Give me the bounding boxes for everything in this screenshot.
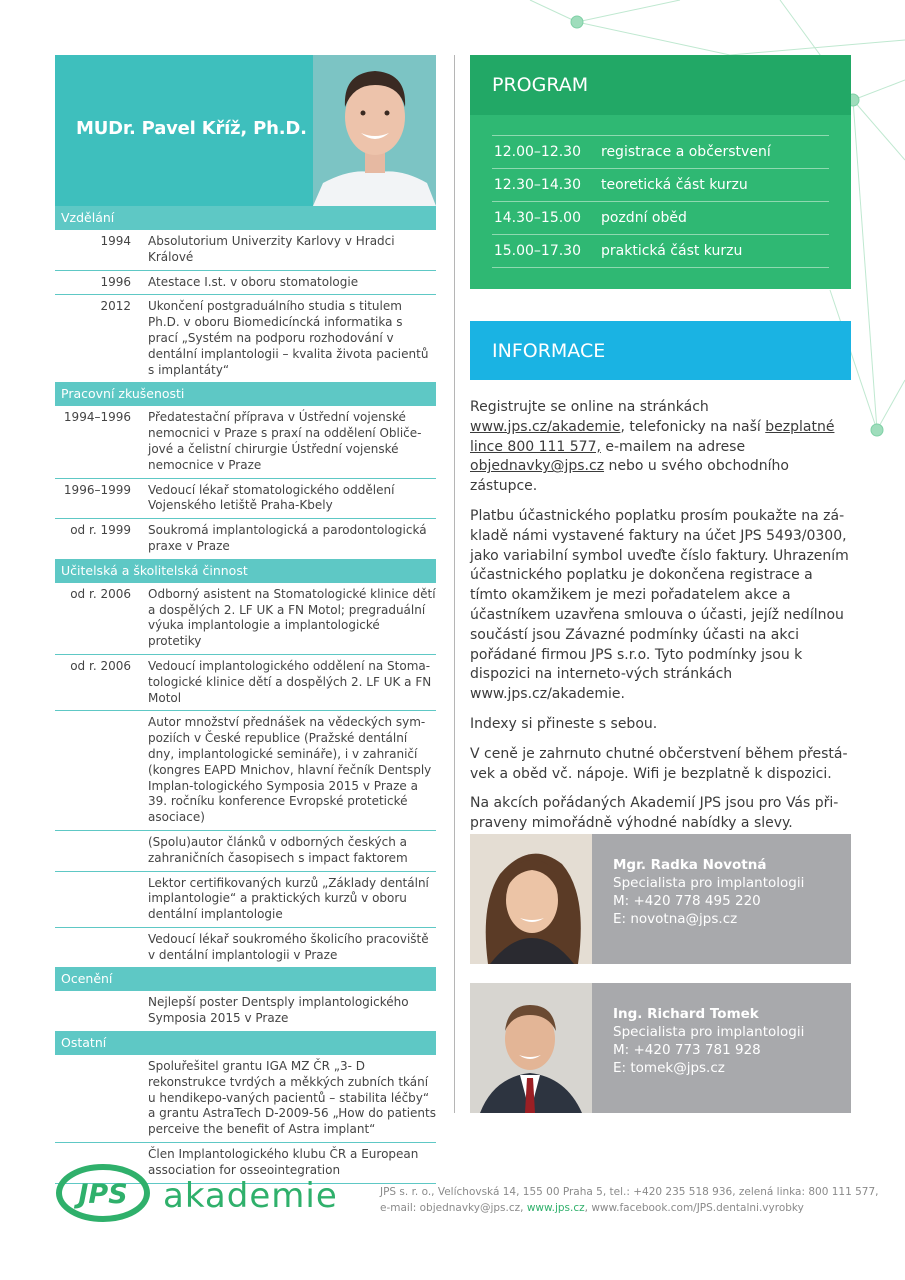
program-desc: teoretická část kurzu	[601, 177, 748, 193]
section-awards-title: Ocenění	[55, 967, 436, 991]
logo-mark-text: JPS	[78, 1179, 128, 1210]
contact-details	[613, 856, 804, 928]
cv-header	[55, 55, 436, 206]
section-experience-title: Pracovní zkušenosti	[55, 382, 436, 406]
entry-text: Člen Implantologického klubu ČR a European association for osseointegration	[148, 1147, 419, 1177]
column-divider	[454, 55, 455, 1113]
contact-card	[470, 983, 851, 1113]
entry-year: od r. 1999	[70, 523, 131, 538]
cv-entry	[55, 479, 436, 520]
program-desc: registrace a občerstvení	[601, 144, 771, 160]
jps-logo[interactable]	[55, 1163, 155, 1223]
cv-entry	[55, 1055, 436, 1143]
footer-facebook-link[interactable]: , www.facebook.com/JPS.dentalni.vyrobky	[584, 1201, 804, 1214]
entry-year	[55, 1059, 131, 1138]
entry-year: 1994	[100, 234, 131, 248]
contact-details	[613, 1005, 804, 1077]
cv-entry	[55, 655, 436, 711]
contact-photo	[470, 834, 592, 964]
footer-email[interactable]: e-mail: objednavky@jps.cz,	[380, 1201, 527, 1214]
program-desc: praktická část kurzu	[601, 243, 743, 259]
program-time: 12.30–14.30	[493, 177, 581, 193]
entry-text: Lektor certifikovaných kurzů „Základy dentální implantologie“ a praktických kurzů v oboru dentální implantologie	[148, 875, 429, 922]
program-row	[492, 234, 829, 268]
info-title-bar	[470, 321, 851, 380]
info-paragraph	[470, 398, 854, 497]
entry-text: Atestace I.st. v oboru stomatologie	[148, 274, 359, 289]
program-row	[492, 201, 829, 234]
logo-wordmark: akademie	[163, 1176, 338, 1216]
info-text-part: , telefonicky na naší	[620, 418, 766, 435]
info-text-part: e-mailem na adrese	[600, 438, 746, 455]
program-title: PROGRAM	[470, 55, 851, 115]
phone-link[interactable]: bezplatné lince 800 111 577,	[470, 418, 835, 455]
program-desc: pozdní oběd	[601, 210, 687, 226]
program-schedule	[470, 115, 851, 289]
entry-year	[55, 715, 131, 826]
footer-website-link[interactable]: www.jps.cz	[526, 1201, 585, 1214]
entry-year: od r. 2006	[70, 658, 131, 673]
entry-year: 1996	[100, 274, 131, 289]
cv-entry	[55, 230, 436, 271]
entry-text: Vedoucí lékař stomatologického oddělení Vojenského letiště Praha-Kbely	[148, 482, 395, 513]
contact-name: Ing. Richard Tomek	[613, 1006, 759, 1022]
info-paragraph: Platbu účastnického poplatku prosím poukažte na zá-kladě námi vystavené faktury na účet JPS 5493/0300, jako variabilní symbol uveďte číslo faktury. Uhrazením účastnického poplatku je dokončena registrace a tímto okamžikem je mezi pořadatelem akce a účastníkem uzavřena smlouva o účasti, jejíž nedílnou součástí jsou Závazné podmínky účasti na akci pořádané firmou JPS s.r.o. Tyto podmínky jsou k dispozici na interneto-vých stránkách www.jps.cz/akademie.	[470, 507, 849, 703]
entry-text: Vedoucí lékař soukromého školicího pracoviště v dentální implantologii v Praze	[148, 931, 429, 962]
footer-contact	[380, 1185, 878, 1216]
cv-entry	[55, 831, 436, 872]
entry-year	[55, 995, 131, 1027]
footer-line	[380, 1201, 878, 1217]
section-teaching-title: Učitelská a školitelská činnost	[55, 559, 436, 583]
entry-text: Odborný asistent na Stomatologické klinice dětí a dospělých 2. LF UK a FN Motol; pregraduální výuka implantologie a implantologické protetiky	[148, 586, 436, 649]
contact-card	[470, 834, 851, 964]
info-title: INFORMACE	[492, 340, 606, 362]
contact-photo	[470, 983, 592, 1113]
entry-text: Ukončení postgraduálního studia s titulem Ph.D. v oboru Biomedicíncká informatika s prací „Systém na podporu rozhodování v dentální implantologii – kvalita života pacientů s implantáty“	[148, 299, 429, 377]
contact-email[interactable]: E: tomek@jps.cz	[613, 1060, 725, 1076]
cv-entry	[55, 295, 436, 382]
entry-text: Nejlepší poster Dentsply implantologického Symposia 2015 v Praze	[148, 995, 409, 1026]
email-link[interactable]: objednavky@jps.cz	[470, 458, 605, 475]
entry-year: 2012	[100, 299, 131, 314]
program-box	[470, 55, 851, 289]
entry-year	[55, 835, 131, 867]
program-time: 14.30–15.00	[493, 210, 581, 226]
cv-entry	[55, 991, 436, 1031]
info-paragraph: Na akcích pořádaných Akademií JPS jsou pro Vás při-praveny mimořádně výhodné nabídky a slevy.	[470, 795, 839, 832]
contact-email[interactable]: E: novotna@jps.cz	[613, 911, 738, 927]
info-text-part: nebo u svého obchodního zástupce.	[470, 458, 789, 495]
entry-text: Autor množství přednášek na vědeckých sym-poziích v České republice (Pražské dentální dny, implantologické semináře), i v zahraničí (kongres EAPD Mnichov, hlavní řečník Dentsply Implan-tologického Symposia 2015 v Praze a 39. ročníku konference Evropské protetické asociace)	[148, 715, 432, 825]
cv-entry	[55, 406, 436, 478]
cv-entry	[55, 271, 436, 296]
entry-year	[55, 932, 131, 964]
footer-line: JPS s. r. o., Velíchovská 14, 155 00 Praha 5, tel.: +420 235 518 936, zelená linka: 800 111 577,	[380, 1186, 879, 1198]
entry-text: Předatestační příprava v Ústřední vojenské nemocnici v Praze s praxí na oddělení Obliče-jové a čelistní chirurgie Ústřední vojenské nemocnice v Praze	[148, 410, 422, 472]
entry-year: 1994–1996	[63, 410, 131, 425]
entry-year: 1996–1999	[63, 482, 131, 497]
entry-year	[55, 876, 131, 923]
section-other-title: Ostatní	[55, 1031, 436, 1055]
cv-entry	[55, 583, 436, 655]
doctor-name: MUDr. Pavel Kříž, Ph.D.	[76, 118, 307, 139]
cv-entry	[55, 711, 436, 831]
program-time: 15.00–17.30	[493, 243, 581, 259]
entry-text: Soukromá implantologická a parodontologická praxe v Praze	[148, 523, 427, 553]
cv-entry	[55, 928, 436, 968]
entry-text: Spoluřešitel grantu IGA MZ ČR „3- D rekonstrukce tvrdých a měkkých zubních tkání u hendikepo-vaných pacientů – stabilita léčby“ a grantu AstraTech D-2009-56 „How do patients perceive the benefit of Astra implant“	[148, 1059, 436, 1137]
info-paragraph: Indexy si přineste s sebou.	[470, 715, 658, 732]
doctor-photo	[313, 55, 436, 206]
program-row	[492, 135, 829, 168]
program-time: 12.00–12.30	[493, 144, 581, 160]
cv-entry	[55, 872, 436, 928]
info-paragraph: V ceně je zahrnuto chutné občerstvení během přestá-vek a oběd vč. nápoje. Wifi je bezplatně k dispozici.	[470, 745, 848, 782]
cv-entry	[55, 519, 436, 559]
info-text	[470, 398, 854, 844]
contact-role: Specialista pro implantologii	[613, 1024, 805, 1040]
program-row	[492, 168, 829, 201]
section-education-title: Vzdělání	[55, 206, 436, 230]
entry-text: (Spolu)autor článků v odborných českých a zahraničních časopisech s impact faktorem	[148, 834, 408, 865]
entry-year: od r. 2006	[70, 586, 131, 601]
website-link[interactable]: www.jps.cz/akademie	[470, 418, 621, 435]
contact-phone[interactable]: M: +420 773 781 928	[613, 1042, 761, 1058]
cv-column	[55, 55, 436, 1184]
info-text-part: Registrujte se online na stránkách	[470, 399, 709, 415]
contact-name: Mgr. Radka Novotná	[613, 857, 767, 873]
entry-text: Absolutorium Univerzity Karlovy v Hradci Králové	[148, 234, 395, 264]
entry-text: Vedoucí implantologického oddělení na Stoma-tologické klinice dětí a dospělých 2. LF UK a FN Motol	[148, 658, 432, 705]
contact-role: Specialista pro implantologii	[613, 875, 805, 891]
contact-phone[interactable]: M: +420 778 495 220	[613, 893, 761, 909]
